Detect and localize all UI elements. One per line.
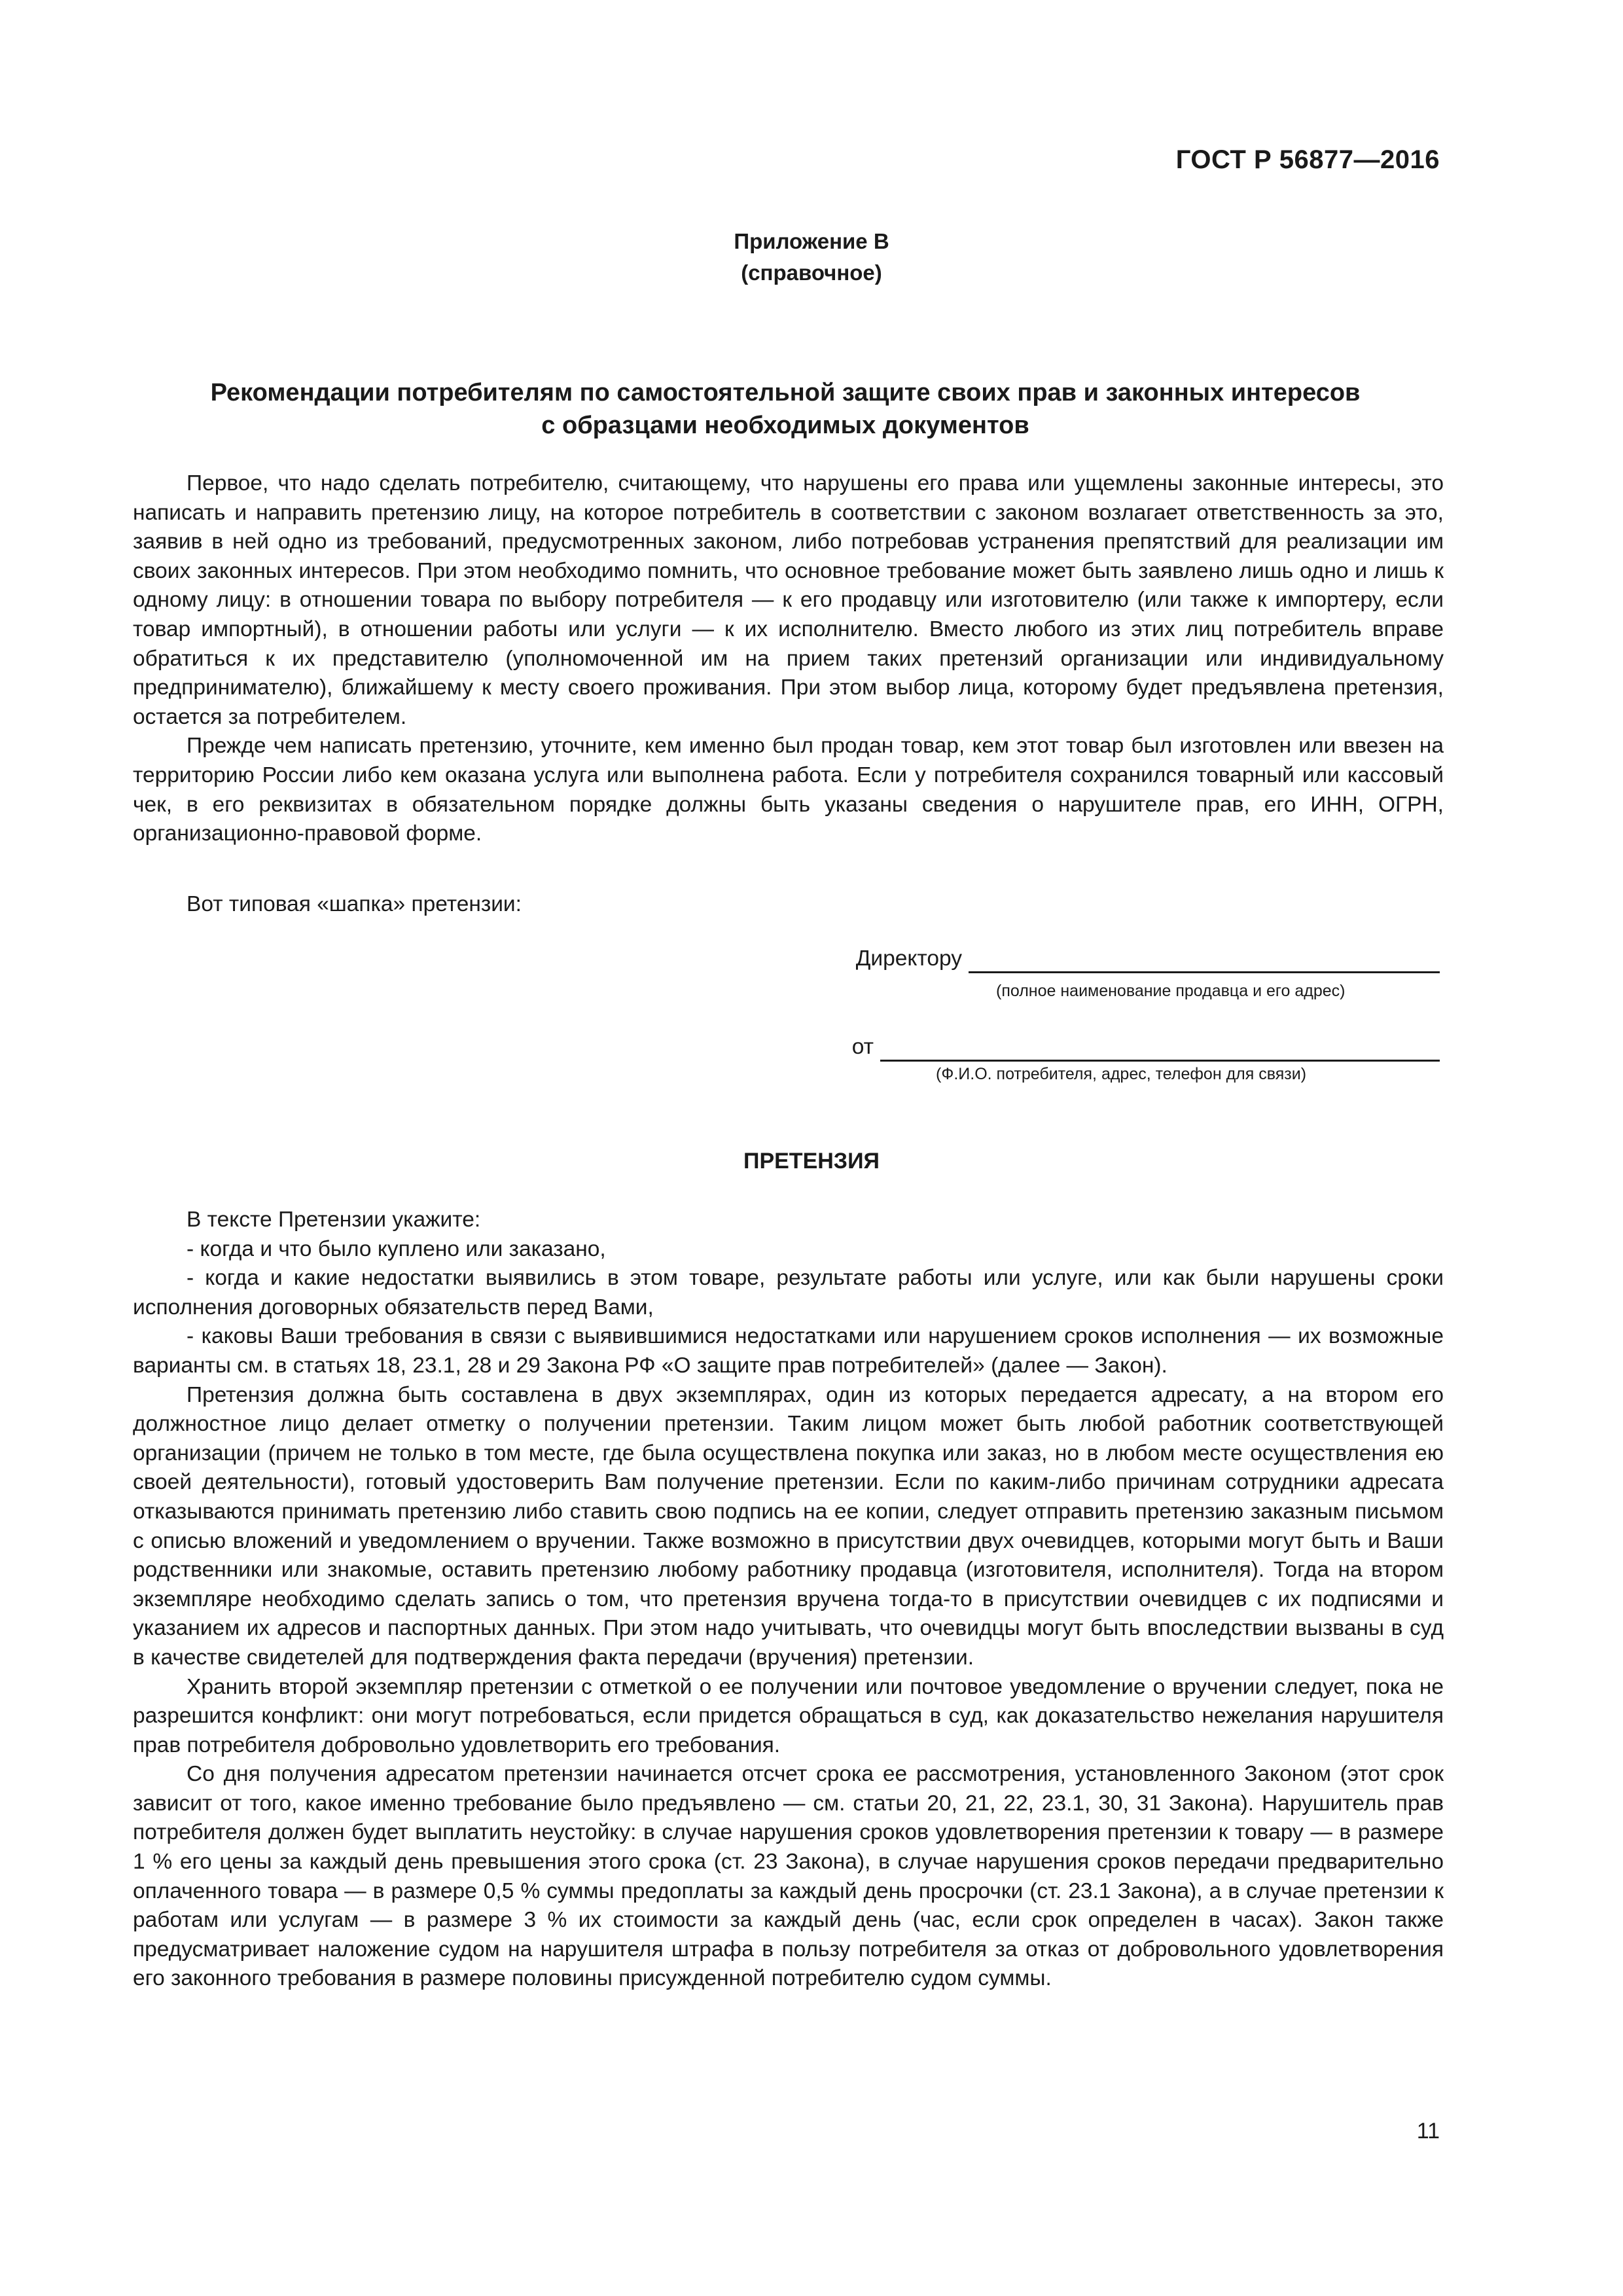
appendix-heading bbox=[0, 226, 1623, 289]
from-field bbox=[852, 1033, 1440, 1062]
document-code: ГОСТ Р 56877—2016 bbox=[1175, 145, 1440, 174]
from-label: от bbox=[851, 1035, 874, 1059]
director-label: Директору bbox=[855, 946, 962, 971]
claim-list-item: - когда и какие недостатки выявились в этом товаре, результате работы или услуге, или как были нарушены сроки исполнения договорных обязательств перед Вами, bbox=[133, 1266, 1444, 1319]
from-blank-line bbox=[880, 1040, 1440, 1062]
claim-paragraph-2: Хранить второй экземпляр претензии с отметкой о ее получении или почтовое уведомление о вручении следует, пока не разрешится конфликт: они могут потребоваться, если придется обращаться в суд, как доказательство нежелания нарушителя прав потребителя добровольно удовлетворить его требования. bbox=[133, 1674, 1444, 1757]
claim-paragraph-3: Со дня получения адресатом претензии начинается отсчет срока ее рассмотрения, установленного Законом (этот срок зависит от того, какое именно требование было предъявлено — см. статьи 20, 21, 22, 23.1, 30, 31 Закона). Нарушитель прав потребителя должен будет выплатить неустойку: в случае нарушения сроков удовлетворения претензии к товару — в размере 1 % его цены за каждый день превышения этого срока (ст. 23 Закона), в случае нарушения сроков передачи предварительно оплаченного товара — в размере 0,5 % суммы предоплаты за каждый день просрочки (ст. 23.1 Закона), а в случае претензии к работам или услугам — в размере 3 % их стоимости за каждый день (час, если срок определен в часах). Закон также предусматривает наложение судом на нарушителя штрафа в пользу потребителя за отказ от добровольного удовлетворения его законного требования в размере половины присужденной потребителю судом суммы. bbox=[133, 1762, 1444, 1991]
title-line-1: Рекомендации потребителям по самостоятельной защите своих прав и законных интересов bbox=[210, 379, 1361, 406]
claim-intro: В тексте Претензии укажите: bbox=[187, 1208, 481, 1232]
intro-paragraph-1: Первое, что надо сделать потребителю, считающему, что нарушены его права или ущемлены законные интересы, это написать и направить претензию лицу, на которое потребитель в соответствии с законом возлагает ответственность за это, заявив в ней одно из требований, предусмотренных законом, либо потребовав устранения препятствий для реализации им своих законных интересов. При этом необходимо помнить, что основное требование может быть заявлено лишь одно и лишь к одному лицу: в отношении товара по выбору потребителя — к его продавцу или изготовителю (или также к импортеру, если товар импортный), в отношении работы или услуги — к их исполнителю. Вместо любого из этих лиц потребитель вправе обратиться к их представителю (уполномоченной им на прием таких претензий организации или индивидуальному предпринимателю), ближайшему к месту своего проживания. При этом выбор лица, которому будет предъявлена претензия, остается за потребителем. bbox=[133, 471, 1444, 729]
director-field bbox=[856, 944, 1440, 973]
claim-list-item: - каковы Ваши требования в связи с выявившимися недостатками или нарушением сроков исполнения — их возможные варианты см. в статьях 18, 23.1, 28 и 29 Закона РФ «О защите прав потребителей» (далее — Закон). bbox=[133, 1324, 1444, 1378]
document-title bbox=[131, 376, 1440, 442]
claim-list-item: - когда и что было куплено или заказано, bbox=[187, 1236, 606, 1261]
director-blank-line bbox=[969, 952, 1440, 973]
claim-paragraph-1: Претензия должна быть составлена в двух экземплярах, один из которых передается адресату, а на втором его должностное лицо делает отметку о получении претензии. Таким лицом может быть любой работник соответствующей организации (причем не только в том месте, где была осуществлена покупка или заказ, но в любом месте осуществления ею своей деятельности), готовый удостоверить Вам получение претензии. Если по каким-либо причинам сотрудники адресата отказываются принимать претензию либо ставить свою подпись на ее копии, следует отправить претензию заказным письмом с описью вложений и уведомлением о вручении. Также возможно в присутствии двух очевидцев, которыми могут быть и Ваши родственники или знакомые, оставить претензию любому работнику продавца (изготовителя, исполнителя). Тогда на втором экземпляре необходимо сделать запись о том, что претензия вручена тогда-то в присутствии очевидцев с их подписями и указанием их адресов и паспортных данных. При этом надо учитывать, что очевидцы могут быть впоследствии вызваны в суд в качестве свидетелей для подтверждения факта передачи (вручения) претензии. bbox=[133, 1382, 1444, 1670]
appendix-type: (справочное) bbox=[741, 260, 882, 285]
intro-paragraph-2: Прежде чем написать претензию, уточните, кем именно был продан товар, кем этот товар был изготовлен или ввезен на территорию России либо кем оказана услуга или выполнена работа. Если у потребителя сохранился товарный или кассовый чек, в его реквизитах в обязательном порядке должны быть указаны сведения о нарушителе прав, его ИНН, ОГРН, организационно-правовой форме. bbox=[133, 734, 1444, 846]
director-hint: (полное наименование продавца и его адрес) bbox=[996, 982, 1346, 1000]
title-line-2: с образцами необходимых документов bbox=[541, 412, 1029, 439]
appendix-label: Приложение В bbox=[734, 229, 889, 253]
from-hint: (Ф.И.О. потребителя, адрес, телефон для связи) bbox=[936, 1065, 1307, 1083]
claim-heading: ПРЕТЕНЗИЯ bbox=[743, 1149, 880, 1174]
claim-section bbox=[133, 1206, 1444, 1994]
template-lead: Вот типовая «шапка» претензии: bbox=[187, 892, 522, 916]
page-number: 11 bbox=[1416, 2119, 1440, 2144]
intro-section bbox=[133, 469, 1444, 849]
